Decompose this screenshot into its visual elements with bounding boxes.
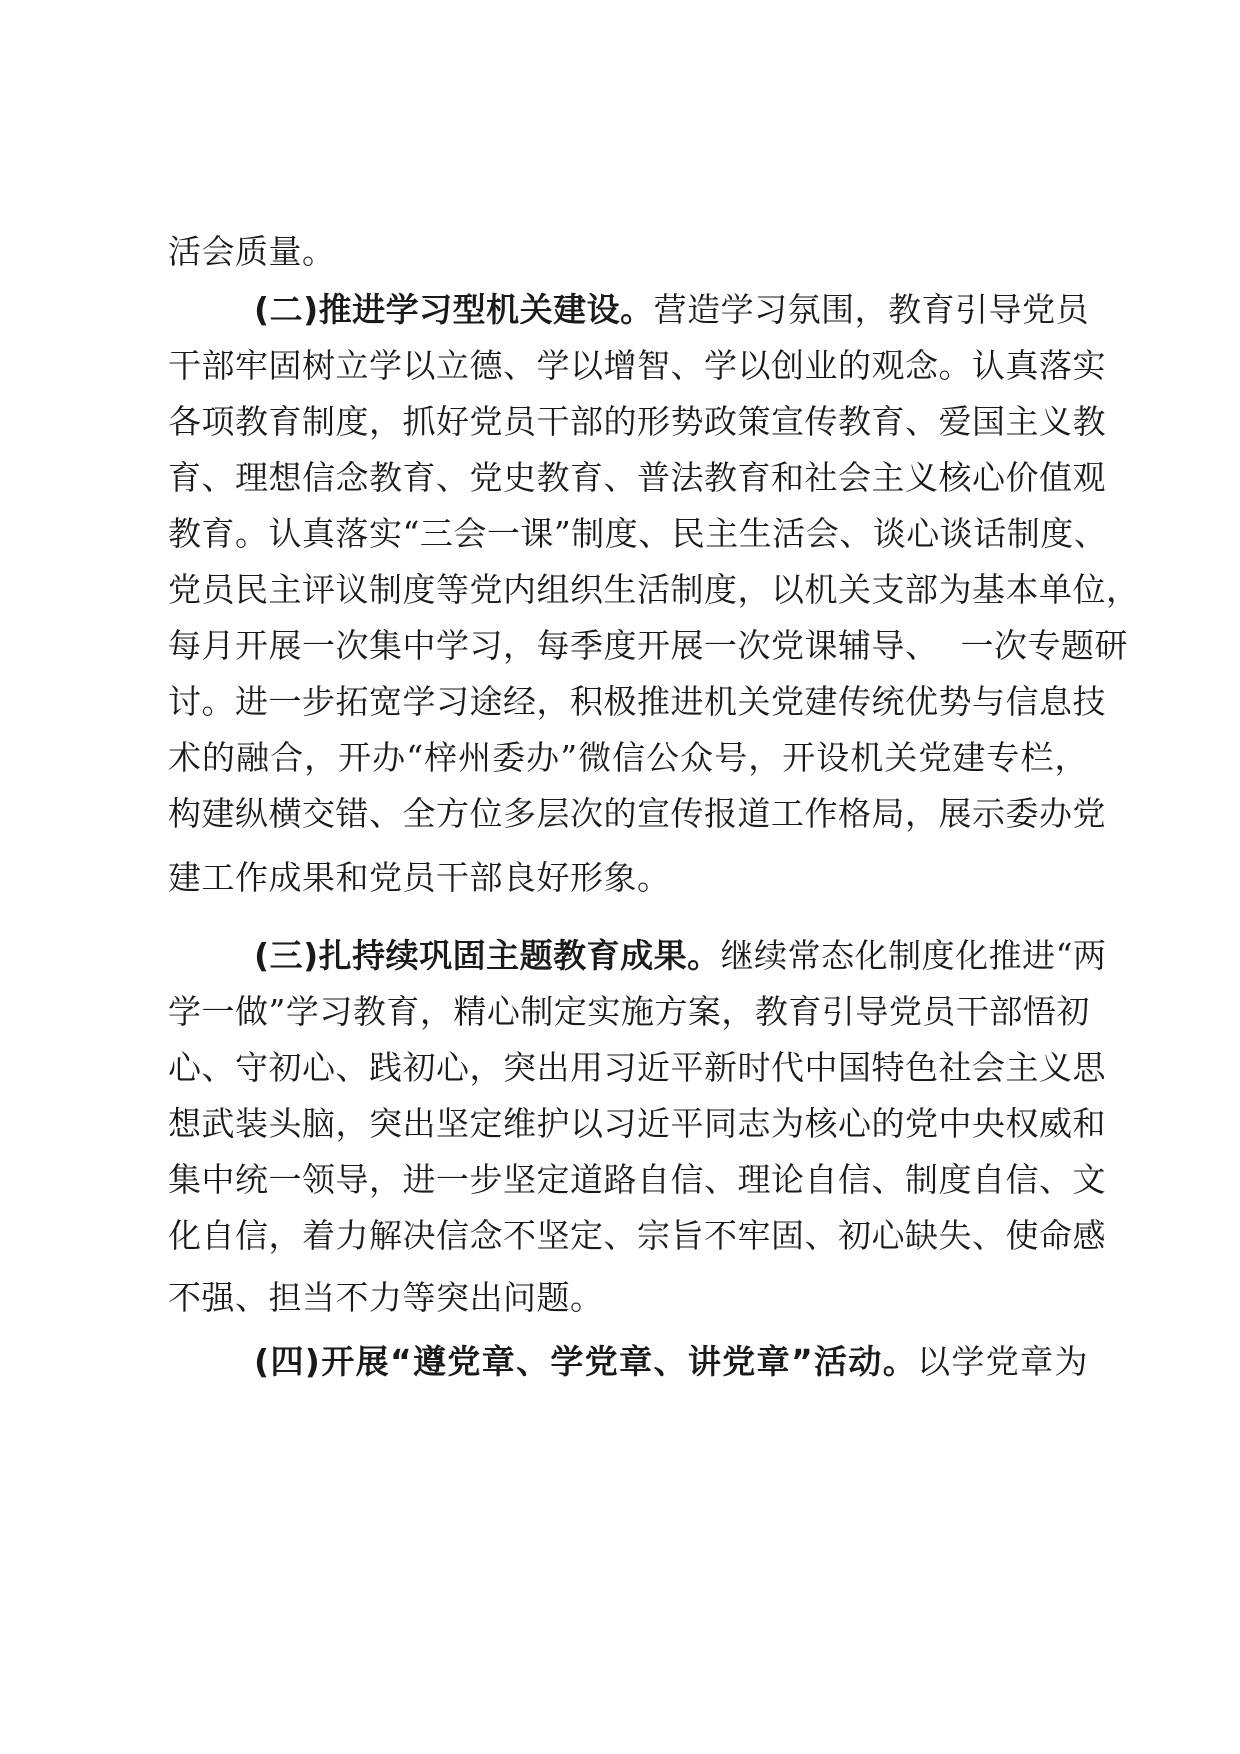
section-heading-line	[254, 1338, 1088, 1386]
line-text: 想武装头脑，突出坚定维护以习近平同志为核心的党中央权威和	[168, 1104, 1106, 1143]
paragraph-line	[168, 988, 1088, 1036]
paragraph-line	[168, 454, 1106, 502]
section-heading: (二)推进学习型机关建设。	[254, 290, 654, 329]
line-text: 以学党章为	[917, 1342, 1088, 1381]
line-text: 各项教育制度，抓好党员干部的形势政策宣传教育、爱国主义教	[168, 402, 1106, 441]
paragraph-line	[168, 566, 1140, 614]
paragraph-line	[168, 398, 1106, 446]
line-text: 构建纵横交错、全方位多层次的宣传报道工作格局，展示委办党	[168, 794, 1106, 833]
line-text: 育、理想信念教育、党史教育、普法教育和社会主义核心价值观	[168, 458, 1106, 497]
paragraph-line	[168, 734, 1088, 782]
line-text: 营造学习氛围，教育引导党员	[653, 290, 1090, 329]
line-text: 集中统一领导，进一步坚定道路自信、理论自信、制度自信、文	[168, 1160, 1106, 1199]
line-text: 讨。进一步拓宽学习途经，积极推进机关党建传统优势与信息技	[168, 682, 1106, 721]
paragraph-line	[168, 1212, 1106, 1260]
section-heading-line	[254, 932, 1107, 980]
paragraph-line	[168, 510, 1108, 558]
line-text: 党员民主评议制度等党内组织生活制度，以机关支部为基本单位，	[168, 570, 1140, 609]
paragraph-line	[168, 854, 1088, 902]
paragraph-line	[168, 342, 1106, 390]
line-text: 心、守初心、践初心，突出用习近平新时代中国特色社会主义思	[168, 1048, 1106, 1087]
section-heading-line	[254, 286, 1088, 334]
line-text: 化自信，着力解决信念不坚定、宗旨不牢固、初心缺失、使命感	[168, 1216, 1106, 1255]
line-text: 每月开展一次集中学习，每季度开展一次党课辅导、 一次专题研	[168, 626, 1128, 665]
line-text: 术的融合，开办“梓州委办”微信公众号，开设机关党建专栏，	[168, 738, 1088, 777]
section-heading: (四)开展“遵党章、学党章、讲党章”活动。	[254, 1342, 918, 1381]
line-text: 继续常态化制度化推进“两	[720, 936, 1107, 975]
line-text: 建工作成果和党员干部良好形象。	[168, 858, 671, 897]
paragraph-line	[168, 790, 1106, 838]
section-heading: (三)扎持续巩固主题教育成果。	[254, 936, 721, 975]
line-text: 活会质量。	[168, 232, 336, 271]
line-text: 不强、担当不力等突出问题。	[168, 1278, 604, 1317]
paragraph-line	[168, 1044, 1106, 1092]
paragraph-line	[168, 1100, 1106, 1148]
line-text: 学一做”学习教育，精心制定实施方案，教育引导党员干部悟初	[168, 992, 1090, 1031]
line-text: 干部牢固树立学以立德、学以增智、学以创业的观念。认真落实	[168, 346, 1106, 385]
line-text: 教育。认真落实“三会一课”制度、民主生活会、谈心谈话制度、	[168, 514, 1108, 553]
paragraph-line	[168, 1156, 1106, 1204]
paragraph-line	[168, 228, 1088, 276]
paragraph-line	[168, 1274, 1088, 1322]
paragraph-line	[168, 678, 1106, 726]
paragraph-line	[168, 622, 1128, 670]
